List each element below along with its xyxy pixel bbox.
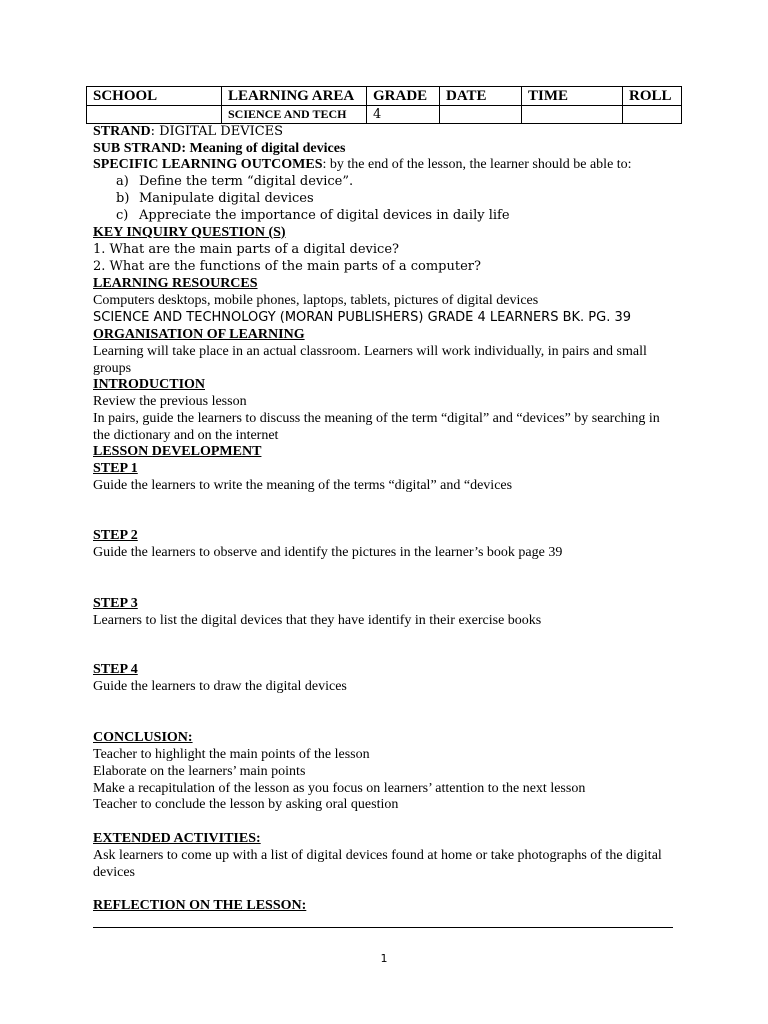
inquiry-question-1: 1. What are the main parts of a digital device? xyxy=(93,242,399,257)
introduction-heading: INTRODUCTION xyxy=(93,377,206,392)
resources-line-2: SCIENCE AND TECHNOLOGY (MORAN PUBLISHERS) GRADE 4 LEARNERS BK. PG. 39 xyxy=(93,310,632,325)
outcome-marker: b) xyxy=(116,191,130,206)
outcome-marker: a) xyxy=(116,174,129,189)
introduction-line-1: Review the previous lesson xyxy=(93,394,247,409)
value-time xyxy=(522,106,623,124)
header-learning-area: LEARNING AREA xyxy=(222,87,367,106)
organisation-text: Learning will take place in an actual classroom. Learners will work individually, in pairs and small groups xyxy=(93,344,647,376)
value-roll xyxy=(623,106,682,124)
header-school: SCHOOL xyxy=(87,87,222,106)
sub-strand-value: : Meaning of digital devices xyxy=(181,141,346,156)
organisation-heading: ORGANISATION OF LEARNING xyxy=(93,327,305,342)
header-time: TIME xyxy=(522,87,623,106)
step-title: STEP 2 xyxy=(93,528,138,543)
reflection-heading: REFLECTION ON THE LESSON: xyxy=(93,898,307,913)
outcome-text: Manipulate digital devices xyxy=(139,191,314,206)
step-title: STEP 4 xyxy=(93,662,138,677)
development-heading: LESSON DEVELOPMENT xyxy=(93,444,262,459)
introduction-line-2: In pairs, guide the learners to discuss the meaning of the term “digital” and “devices” by searching in the dictionary and on the internet xyxy=(93,411,660,443)
extended-text: Ask learners to come up with a list of digital devices found at home or take photographs of the digital devices xyxy=(93,848,662,880)
strand-line xyxy=(93,123,283,140)
header-roll: ROLL xyxy=(623,87,682,106)
resources-line-1: Computers desktops, mobile phones, laptops, tablets, pictures of digital devices xyxy=(93,293,539,308)
conclusion-line: Elaborate on the learners’ main points xyxy=(93,764,306,779)
inquiry-question-2: 2. What are the functions of the main parts of a computer? xyxy=(93,259,481,274)
resources-heading: LEARNING RESOURCES xyxy=(93,276,258,291)
conclusion-line: Make a recapitulation of the lesson as you focus on learners’ attention to the next lesson xyxy=(93,781,586,796)
conclusion-heading: CONCLUSION: xyxy=(93,730,193,745)
outcome-marker: c) xyxy=(116,208,129,223)
value-school xyxy=(87,106,222,124)
value-learning-area: SCIENCE AND TECH xyxy=(222,106,367,124)
value-grade: 4 xyxy=(367,106,440,124)
sub-strand-line xyxy=(93,140,345,157)
outcome-item xyxy=(116,190,314,207)
outcomes-line xyxy=(93,156,632,173)
value-date xyxy=(440,106,522,124)
outcome-text: Appreciate the importance of digital devices in daily life xyxy=(139,208,510,223)
outcomes-label: SPECIFIC LEARNING OUTCOMES xyxy=(93,157,323,172)
inquiry-heading: KEY INQUIRY QUESTION (S) xyxy=(93,225,286,240)
page-number: 1 xyxy=(380,952,388,965)
outcomes-intro: : by the end of the lesson, the learner should be able to: xyxy=(322,157,632,172)
header-date: DATE xyxy=(440,87,522,106)
step-text: Guide the learners to observe and identify the pictures in the learner’s book page 39 xyxy=(93,545,563,560)
outcome-item xyxy=(116,173,353,190)
strand-label: STRAND xyxy=(93,124,151,139)
step-title: STEP 3 xyxy=(93,596,138,611)
header-grade: GRADE xyxy=(367,87,440,106)
reflection-answer-line xyxy=(93,927,673,928)
extended-heading: EXTENDED ACTIVITIES: xyxy=(93,831,261,846)
step-text: Learners to list the digital devices that they have identify in their exercise books xyxy=(93,613,542,628)
conclusion-line: Teacher to conclude the lesson by asking oral question xyxy=(93,797,399,812)
step-text: Guide the learners to draw the digital devices xyxy=(93,679,347,694)
outcome-item xyxy=(116,207,510,224)
step-text: Guide the learners to write the meaning of the terms “digital” and “devices xyxy=(93,478,513,493)
lesson-header-table xyxy=(86,86,682,124)
strand-value: : DIGITAL DEVICES xyxy=(150,124,284,139)
conclusion-line: Teacher to highlight the main points of the lesson xyxy=(93,747,370,762)
step-title: STEP 1 xyxy=(93,461,138,476)
outcome-text: Define the term “digital device”. xyxy=(139,174,354,189)
sub-strand-label: SUB STRAND xyxy=(93,141,182,156)
